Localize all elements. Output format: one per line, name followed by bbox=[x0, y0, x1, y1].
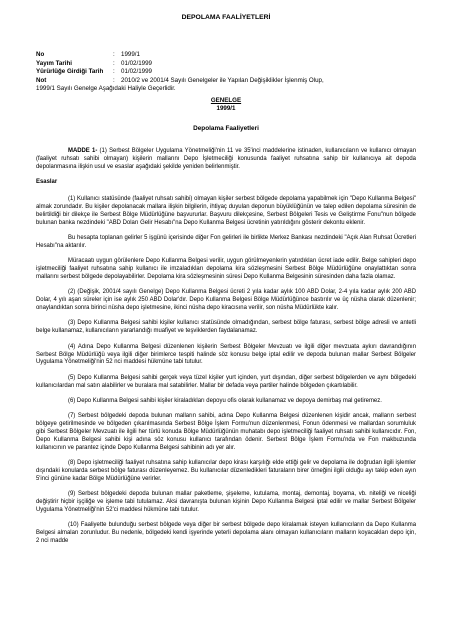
meta-colon: : bbox=[113, 76, 115, 84]
paragraph: (9) Serbest bölgedeki depoda bulunan mallar paketleme, şişeleme, kutulama, montaj, demontaj, boyama, vb. niteliği ve niceliği değiştirir hiçbir işçiliğe ve işleme tabi tutulamaz. Aksi davranışta bulunan kişinin Depo Kullanma Belgesi iptal edilir ve mallar Serbest Bölgeler Uygulama Yönetmeliği'nin 52'ci maddesi hükmüne tabi tutulur. bbox=[36, 491, 416, 514]
meta-value: 01/02/1999 bbox=[121, 68, 152, 76]
genelge-label: GENELGE bbox=[210, 97, 242, 104]
paragraph: (5) Depo Kullanma Belgesi sahibi gerçek veya tüzel kişiler yurt içinden, yurt dışından, diğer serbest bölgelerden ve aynı bölgedeki kullanıcılardan mal satın alabilirler ve buralara mal satabilirler. Mallar bir defada veya partiler halinde bölgeden çıkartılabilir. bbox=[36, 374, 416, 389]
meta-note-continuation: 1999/1 Sayılı Genelge Aşağıdaki Haliyle Geçerlidir. bbox=[36, 85, 176, 93]
document-body bbox=[36, 148, 416, 554]
meta-row-not bbox=[36, 77, 416, 86]
madde-text: (1) Serbest Bölgeler Uygulama Yönetmeliği'nin 11 ve 35'inci maddelerine istinaden, kullanıcıların ve kullanıcı olmayan (faaliyet ruhsatı sahibi olmayan) kişilerin mallarını Depo İşletmeciliği konusunda faaliyet ruhsatına sahip bir kullanıcıya ait depoda depolanmasına ilişkin usul ve esaslar aşağıdaki şekilde yeniden belirlenmiştir. bbox=[36, 148, 417, 170]
paragraph: (6) Depo Kullanma Belgesi sahibi kişiler kiraladıkları depoyu ofis olarak kullanamaz ve depoya demirbaş mal getiremez. bbox=[68, 397, 382, 404]
meta-key: Not bbox=[36, 76, 47, 84]
meta-row-yayim bbox=[36, 60, 416, 69]
meta-colon: : bbox=[113, 59, 115, 67]
section-heading-esaslar: Esaslar bbox=[36, 179, 58, 186]
paragraph: Müracaatı uygun görülenlere Depo Kullanma Belgesi verilir, uygun görülmeyenlerin yatırdıkları ücret iade edilir. Belge sahipleri depo işletmeciliği faaliyet ruhsatına sahip kullanıcı ile imzaladıkları depolama kira sözleşmesini Serbest Bölge Müdürlüğüne onaylattıktan sonra mallarını serbest bölgede depolayabilirler. Depolama kira sözleşmesinin süresi Depo Kullanma Belgesinin süresinden daha fazla olamaz. bbox=[36, 258, 416, 281]
paragraph: Bu hesapta toplanan gelirler 5 işgünü içerisinde diğer Fon gelirleri ile birlikte Merkez Bankası nezdindeki "Açık Alan Ruhsat Ücretleri Hesabı"na aktarılır. bbox=[36, 235, 416, 249]
madde-paragraph bbox=[36, 148, 416, 172]
meta-value: 1999/1 bbox=[121, 51, 140, 58]
document-subtitle: Depolama Faaliyetleri bbox=[193, 125, 259, 132]
paragraph: (10) Faaliyette bulunduğu serbest bölgede veya diğer bir serbest bölgede depo kiralamak isteyen kullanıcıların da Depo Kullanma Belgesi almaları zorunludur. Bu nedenle, bölgedeki kendi işyerinde yeterli depolama alanı olmayan kullanıcıların malların koyacakları depo için, 2 nci madde bbox=[36, 522, 416, 545]
meta-row-no bbox=[36, 51, 416, 60]
meta-row-yururluk bbox=[36, 68, 416, 77]
meta-colon: : bbox=[113, 51, 115, 58]
genelge-heading bbox=[0, 97, 452, 113]
paragraph: (1) Kullanıcı statüsünde (faaliyet ruhsatı sahibi) olmayan kişiler serbest bölgede depolama yapabilmek için "Depo Kullanma Belgesi" almak zorundadır. Bu kişiler depolanacak mallara ilişkin bilgilerin, ihtiyaç duyulan deponun büyüklüğünün ve talep edilen depolama süresinin de belirtildiği bir dilekçe ile Serbest Bölge Müdürlüğüne başvururlar. Başvuru dilekçesine, Serbest Bölgeleri Tesis ve Geliştirme Fonu"nun bölgede bulunan banka nezdindeki "ABD Doları Gelir Hesabı"na Depo Kullanma Belgesi ücretinin yatırıldığını gösterir dekontu eklenir. bbox=[36, 196, 416, 226]
meta-value: 01/02/1999 bbox=[121, 59, 152, 67]
meta-colon: : bbox=[113, 68, 115, 76]
madde-label: MADDE 1- bbox=[68, 148, 98, 154]
document-title: DEPOLAMA FAALİYETLERİ bbox=[181, 14, 271, 21]
meta-key: Yayım Tarihi bbox=[36, 59, 72, 67]
meta-value: 2010/2 ve 2001/4 Sayılı Genelgeler ile Yapılan Değişiklikler İşlenmiş Olup, bbox=[121, 76, 324, 84]
paragraph: (7) Serbest bölgedeki depoda bulunan malların sahibi, adına Depo Kullanma Belgesi düzenlenen kişidir ancak, malların serbest bölgeye getirilmesinde ve bölgeden çıkarılmasında Serbest Bölge İşlem Formu'nun düzenlenmesi, Fonun ödenmesi ve mallardan sorumluluk gibi Serbest Bölgeler Mevzuatı ile ilgili her türlü konuda Bölge Müdürlüğünün muhatabı depo işletmeciliği faaliyet ruhsatı sahibi kullanıcıdır. Fon, Depo Kullanma Belgesi sahibi kişi adına söz konusu kullanıcı tarafından ödenir. Serbest Bölge İşlem Formu'nda ve Fon makbuzunda kullanıcının ve parantez içinde Depo Kullanma Belgesi sahibinin adı yer alır. bbox=[36, 413, 416, 451]
paragraph: (3) Depo Kullanma Belgesi sahibi kişiler kullanıcı statüsünde olmadığından, serbest bölge faturası, serbest bölge adresli ve antetli belge kullanamaz, kullanıcıların yararlandığı muafiyet ve teşviklerden faydalanamaz. bbox=[36, 320, 416, 335]
paragraph: (8) Depo işletmeciliği faaliyet ruhsatına sahip kullanıcılar depo kirası karşılığı elde ettiği gelir ve depolama ile doğrudan ilgili işlemler dışındaki konularda serbest bölge faturası düzenleyemez. Bu kullanıcılar düzenledikleri faturaların birer örneğini ilgili olduğu ayı takip eden ayın 5'inci gününe kadar Bölge Müdürlüğüne verirler. bbox=[36, 460, 416, 482]
genelge-number: 1999/1 bbox=[216, 105, 236, 113]
meta-key: No bbox=[36, 51, 45, 58]
paragraph: (2) (Değişik, 2001/4 sayılı Genelge) Depo Kullanma Belgesi ücreti 2 yıla kadar aylık 100 ABD Dolar, 2-4 yıla kadar aylık 200 ABD Dolar, 4 yılı aşan süreler için ise aylık 250 ABD Dolar'dır. Depo Kullanma Belgesi Bölge Müdürlüğünce bastırılır ve üç nüsha olarak düzenlenir; onaylandıktan sonra birinci nüsha depo işletmesine, ikinci nüsha depo kiracısına verilir, son nüsha Müdürlükte kalır. bbox=[36, 289, 416, 312]
meta-key: Yürürlüğe Girdiği Tarih bbox=[36, 68, 104, 76]
metadata-block bbox=[36, 51, 416, 94]
paragraph: (4) Adına Depo Kullanma Belgesi düzenlenen kişilerin Serbest Bölgeler Mevzuatı ve ilgili diğer mevzuata aykırı davrandığının Serbest Bölge Müdürlüğü veya ilgili diğer birimlerce tespiti halinde söz konusu belge iptal edilir ve depoda bulunan mallar Serbest Bölgeler Uygulama Yönetmeliği'nin 52 nci maddesi hükmüne tabi tutulur. bbox=[36, 343, 416, 366]
